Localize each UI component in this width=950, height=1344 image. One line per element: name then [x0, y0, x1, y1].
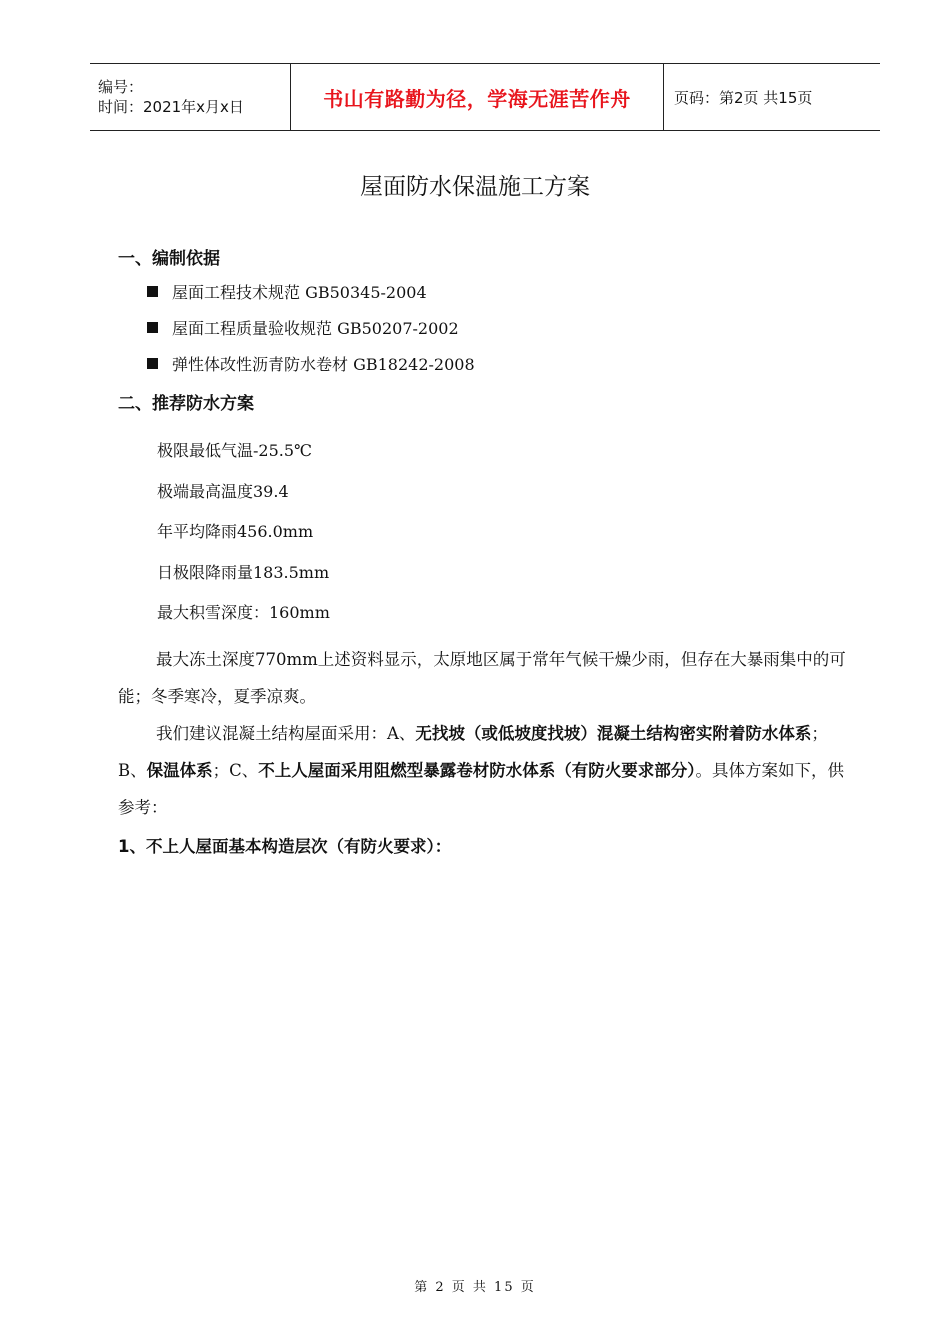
- square-bullet-icon: [147, 322, 158, 333]
- paragraph-text: ；B、: [118, 724, 828, 780]
- square-bullet-icon: [147, 286, 158, 297]
- number-label: 编号：: [98, 78, 144, 96]
- page-footer: 第 2 页 共 15 页: [414, 1280, 536, 1295]
- reference-text: 弹性体改性沥青防水卷材 GB18242-2008: [172, 355, 475, 374]
- climate-summary-paragraph: [118, 641, 853, 715]
- reference-item: [147, 280, 427, 303]
- climate-line: 日极限降雨量183.5mm: [157, 563, 330, 582]
- document-header: [90, 63, 880, 131]
- reference-text: 屋面工程技术规范 GB50345-2004: [172, 283, 427, 302]
- paragraph-text: 最大冻土深度770mm上述资料显示，太原地区属于常年气候干燥少雨，但存在大暴雨集中的可能；冬季寒冷，夏季凉爽。: [118, 650, 846, 706]
- climate-line: 极端最高温度39.4: [157, 482, 289, 501]
- paragraph-bold-text: 无找坡（或低坡度找坡）混凝土结构密实附着防水体系: [415, 724, 812, 743]
- section-heading-plan: 二、推荐防水方案: [118, 394, 254, 414]
- time-label: 时间：2021年x月x日: [98, 98, 244, 116]
- header-page-info: 页码：第2页 共15页: [674, 88, 813, 107]
- square-bullet-icon: [147, 358, 158, 369]
- section-heading-basis: 一、编制依据: [118, 249, 220, 269]
- climate-line: 极限最低气温-25.5℃: [157, 441, 312, 460]
- reference-text: 屋面工程质量验收规范 GB50207-2002: [172, 319, 459, 338]
- item-heading-structure: 1、不上人屋面基本构造层次（有防火要求）：: [118, 837, 452, 856]
- document-title: 屋面防水保温施工方案: [360, 174, 590, 200]
- climate-line: 年平均降雨456.0mm: [157, 522, 314, 541]
- paragraph-bold-text: 保温体系: [146, 761, 213, 780]
- header-meta-cell: [90, 64, 291, 130]
- reference-item: [147, 352, 475, 375]
- paragraph-text: 。具体方案如下，供参考：: [118, 761, 845, 817]
- climate-line: 最大积雪深度：160mm: [157, 603, 330, 622]
- recommendation-paragraph: [118, 715, 853, 826]
- reference-item: [147, 316, 459, 339]
- header-motto: 书山有路勤为径，学海无涯苦作舟: [291, 64, 664, 130]
- paragraph-text: 我们建议混凝土结构屋面采用：A、: [156, 724, 416, 743]
- paragraph-text: ；C、: [212, 761, 259, 780]
- paragraph-bold-text: 不上人屋面采用阻燃型暴露卷材防水体系（有防火要求部分）: [258, 761, 696, 780]
